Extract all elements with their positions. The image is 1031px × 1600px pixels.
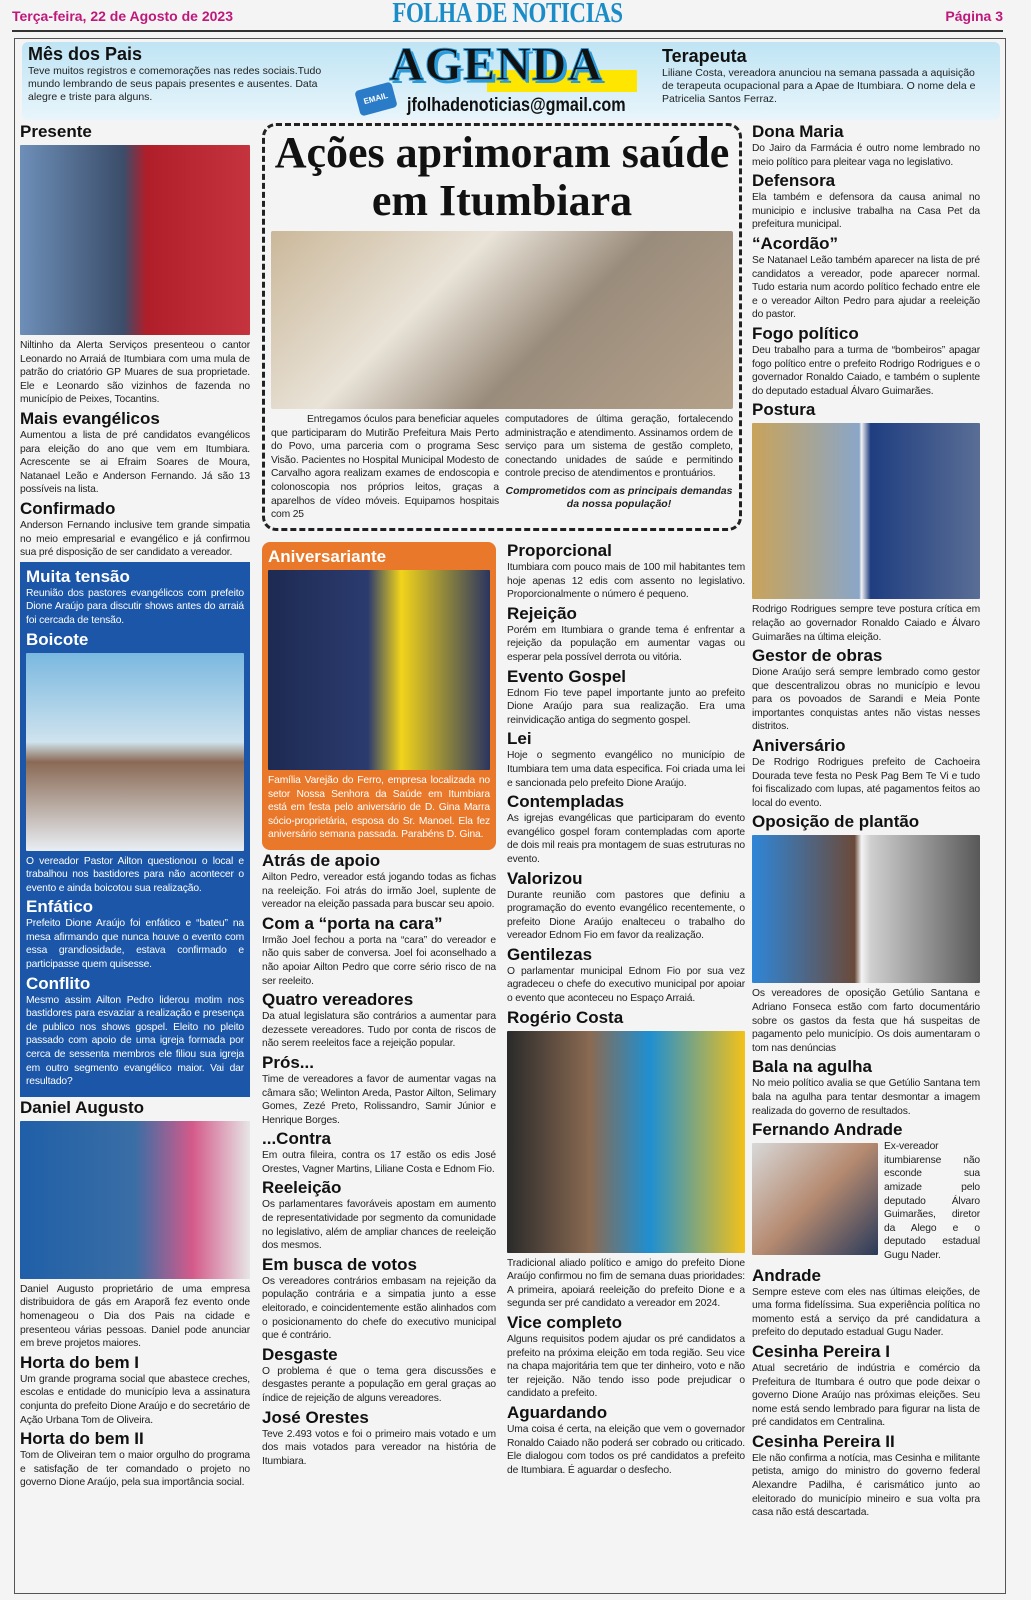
- page-number: Página 3: [945, 8, 1003, 24]
- section-heading: Presente: [20, 122, 92, 141]
- section-heading: Mais evangélicos: [20, 408, 160, 428]
- article-text: Deu trabalho para a turma de “bombeiros” apagar fogo político entre o prefeito Rodrigo Rodrigues e o governador Ronaldo Caiado, e também o suplente do deputado estadual Álvaro Guimarães.: [752, 344, 980, 397]
- article-text: Niltinho da Alerta Serviços presenteou o cantor Leonardo no Arraiá de Itumbiara com uma mula de patrão do criatório GP Muares de sua proprietade. Ele e Leonardo são vizinhos de fazenda no município de Peixes, Tocantins.: [20, 340, 250, 406]
- note-title: Terapeuta: [662, 46, 747, 66]
- section-heading: Cesinha Pereira I: [752, 1341, 890, 1361]
- section-heading: Muita tensão: [26, 566, 130, 586]
- section-heading: Aguardando: [507, 1403, 608, 1422]
- article-text: Os vereadores de oposição Getúlio Santana e Adriano Fonseca estão com farto documentário sobre os gastos da festa que há suspeitas de pagamento pelo município. Os dois aumentaram o tom nas denúncias: [752, 988, 980, 1054]
- article-text: Tom de Oliveiran tem o maior orgulho do programa e satisfação de ter comandado o projeto no governo Dione Araújo, pela sua importância social.: [20, 1450, 250, 1489]
- section-heading: Proporcional: [507, 541, 612, 560]
- section-heading: Horta do bem II: [20, 1429, 144, 1449]
- article-text: Durante reunião com pastores que definiu a programação do evento evangélico recentemente, o prefeito Dione Araújo enalteceu o trabalho do vereador Ednom Fio em favor da realização.: [507, 889, 745, 942]
- column-center-left: [262, 542, 496, 1470]
- article-text: Ela também e defensora da causa animal no municipio e inclusive trabalha na Casa Pet da prefeitura municipal.: [752, 192, 980, 231]
- section-heading: Contempladas: [507, 792, 625, 812]
- section-heading: Conflito: [26, 973, 91, 993]
- masthead: FOLHA DE NOTICIAS: [392, 0, 623, 29]
- section-heading: Boicote: [26, 629, 89, 649]
- orange-box: [262, 542, 496, 850]
- section-heading: Bala na agulha: [752, 1057, 872, 1077]
- article-text: Família Varejão do Ferro, empresa localizada no setor Nossa Senhora da Saúde em Itumbiara está em festa pelo aniversário de D. Gina Marra sócio-proprietária, esposa do Sr. Manoel. Ela fez aniversário semana passada. Parabéns D. Gina.: [268, 775, 490, 841]
- feature-headline: Ações aprimoram saúde em Itumbiara: [274, 128, 730, 225]
- section-heading: Fernando Andrade: [752, 1120, 903, 1140]
- article-text: Do Jairo da Farmácia é outro nome lembrado no meio político para pleitear vaga no legislativo.: [752, 143, 980, 168]
- section-heading: Rejeição: [507, 603, 577, 623]
- section-heading: Aniversariante: [268, 547, 387, 566]
- note-title: Mês dos Pais: [28, 44, 143, 64]
- section-heading: Confirmado: [20, 498, 116, 518]
- issue-date: Terça-feira, 22 de Agosto de 2023: [12, 8, 233, 24]
- article-text: Em outra fileira, contra os 17 estão os edis José Orestes, Vagner Martins, Liliane Costa e Ednom Fio.: [262, 1150, 496, 1175]
- article-text: Uma coisa é certa, na eleição que vem o governador Ronaldo Caiado não poderá ser cobrado ou criticado. Ele dialogou com todos os pré candidatos a prefeito de Itumbiara. É aguardar o desfecho.: [507, 1424, 745, 1476]
- article-text: Os parlamentares favoráveis apostam em aumento de representatividade por segmento da comunidade no legislativo, além de ampliar chances de reeleição dos mesmos.: [262, 1199, 496, 1252]
- section-heading: ...Contra: [262, 1129, 331, 1149]
- presente-photo: [20, 145, 250, 335]
- section-heading: Vice completo: [507, 1313, 622, 1333]
- article-text: Ele não confirma a notícia, mas Cesinha e militante petista, amigo do ministro do governo federal Alexandre Padilha, é carismático junto ao eleitorado do município mineiro e sua volta pra casa não está descartada.: [752, 1452, 980, 1519]
- article-text: Itumbiara com pouco mais de 100 mil habitantes tem hoje apenas 12 edis com assento no legislativo. Proporcionalmente o número é pequeno.: [507, 562, 745, 601]
- article-text: Os vereadores contrários embasam na rejeição da população contrária e a simpatia junto a esse eleitorado, e coincidentemente estão alinhados com o posicionamento do chefe do executivo municipal que é contrário.: [262, 1275, 496, 1342]
- email-envelope-icon: EMAIL: [354, 82, 397, 117]
- section-heading: Oposição de plantão: [752, 812, 920, 832]
- article-text: Da atual legislatura são contrários a aumentar para dezessete vereadores. Tudo por conta de riscos de não serem reeleitos face a rejeição popular.: [262, 1011, 496, 1050]
- section-heading: “Acordão”: [752, 233, 838, 253]
- article-text: As igrejas evangélicas que participaram do evento evangélico gospel foram contempladas com aporte de dois mil reais pra montagem de suas estruturas no evento.: [507, 813, 745, 865]
- section-heading: Prós...: [262, 1052, 314, 1072]
- article-text: Daniel Augusto proprietário de uma empresa distribuidora de gás em Araporã fez evento onde homenageou o Dia dos Pais na cidade e presenteou várias pessoas. Daniel pode anunciar em breve projetos maiores.: [20, 1283, 250, 1350]
- photo-with-text: [752, 1140, 980, 1264]
- article-text: Hoje o segmento evangélico no município de Itumbiara tem uma data especifica. Foi criada uma lei e sancionada pelo prefeito Dione Araújo.: [507, 750, 745, 789]
- section-heading: Com a “porta na cara”: [262, 913, 443, 933]
- agenda-left-note: [28, 44, 348, 104]
- article-text: Anderson Fernando inclusive tem grande simpatia no meio empresarial e evangélico e já confirmou sua pré disposição de ser candidato a vereador.: [20, 519, 250, 559]
- section-heading: Reeleição: [262, 1178, 342, 1198]
- section-heading: Fogo político: [752, 323, 859, 343]
- section-heading: Quatro vereadores: [262, 990, 414, 1010]
- column-left: [20, 121, 250, 1492]
- feature-paragraph: computadores de última geração, fortalecendo administração e atendimento. Assinamos ordem de serviço para um sistema de gestão completo, conectando unidades de saúde e permitindo controle preciso de atendimentos e prontuários.: [505, 414, 733, 480]
- article-text: Irmão Joel fechou a porta na “cara” do vereador e não quis saber de conversa. Joel foi aconselhado a não apoiar Ailton Pedro que corre sério risco de na ser reeleito.: [262, 934, 496, 987]
- feature-article: [262, 123, 742, 531]
- section-heading: Valorizou: [507, 868, 583, 888]
- section-heading: Atrás de apoio: [262, 850, 381, 870]
- article-text: O problema é que o tema gera discussões e desgastes perante a população em geral graças ao índice de rejeição de alguns vereadores.: [262, 1365, 496, 1404]
- note-text: Teve muitos registros e comemorações nas redes sociais.Tudo mundo lembrando de seus papais presentes e ausentes. Data alegre e triste para alguns.: [28, 65, 322, 103]
- agenda-logo: [362, 38, 637, 120]
- feature-caption: Comprometidos com as principais demandas da nossa população!: [505, 484, 733, 510]
- section-heading: Gentilezas: [507, 944, 593, 964]
- article-text: Ailton Pedro, vereador está jogando todas as fichas na reeleição. Foi atrás do irmão Joel, suplente de vereador na eleição passada para buscar seu apoio.: [262, 871, 496, 911]
- section-heading: Daniel Augusto: [20, 1097, 145, 1117]
- section-heading: Rogério Costa: [507, 1007, 624, 1027]
- article-text: Tradicional aliado político e amigo do prefeito Dione Araújo confirmou no fim de semana duas prioridades: A primeira, apoiará reeleição do prefeito Dione e a segunda ser pré candidato a vereador em 2024.: [507, 1257, 745, 1310]
- section-heading: Cesinha Pereira II: [752, 1431, 895, 1451]
- column-right: [752, 121, 980, 1522]
- oposicao-photos: [752, 835, 980, 983]
- article-text: Sempre esteve com eles nas últimas eleições, de uma forma fidelíssima. Sua experiência política no momento está a serviço da pré candidatura a prefeito do deputado estadual Gugu Nader.: [752, 1286, 980, 1339]
- article-text: Um grande programa social que abastece creches, escolas e entidade do município leva a assinatura conjunta do prefeito Dione Araújo e do secretário de Ação Urbana Tom de Oliveira.: [20, 1373, 250, 1426]
- article-text: Time de vereadores a favor de aumentar vagas na câmara são; Welinton Areda, Pastor Ailton, Selimary Gomes, Zezé Preto, Rolissandro, Samir Júnior e Henrique Borges.: [262, 1073, 496, 1126]
- agenda-banner: [22, 38, 1000, 120]
- agenda-wordmark: AGENDA: [389, 38, 604, 91]
- article-text: Ex-vereador itumbiarense não esconde sua amizade pelo deputado Álvaro Guimarães, diretor da Alego e o deputado estadual Gugu Nader.: [884, 1141, 980, 1261]
- daniel-augusto-photo: [20, 1121, 250, 1279]
- boicote-photo: [26, 653, 244, 851]
- article-text: Mesmo assim Ailton Pedro liderou motim nos bastidores para esvaziar a realização e presença de publico nos shows gospel. Eleito no pleito passado com apoio de uma igreja formada por cerca de sessenta membros ele filiou sua igreja em outro segmento evangélico maior. Vai dar resultado?: [26, 994, 244, 1088]
- article-text: Teve 2.493 votos e foi o primeiro mais votado e um dos mais votados para vereador na história de Itumbiara.: [262, 1428, 496, 1467]
- column-center-right: [507, 540, 745, 1479]
- article-text: Aumentou a lista de pré candidatos evangélicos para eleição do ano que vem em Itumbiara. Acrescente se ai Efraim Soares de Moura, Natanael Leão e Anderson Fernando. Já são 13 possíveis na lista.: [20, 429, 250, 496]
- article-text: Se Natanael Leão também aparecer na lista de pré candidatos a vereador, pode aparecer normal. Tudo estaria num acordo político fechado entre ele e o vereador Ailton Pedro para ajudar a reeleição do pastor.: [752, 254, 980, 321]
- article-text: Dione Araújo será sempre lembrado como gestor que descentralizou obras no município e levou para os povoados de Sarandi e Meia Ponte importantes conquistas antes não vistas nesses distritos.: [752, 667, 980, 733]
- article-text: Reunião dos pastores evangélicos com prefeito Dione Araújo para discutir shows antes do arraiá foi cercada de tensão.: [26, 587, 244, 626]
- section-heading: Dona Maria: [752, 122, 844, 141]
- note-text: Liliane Costa, vereadora anunciou na semana passada a aquisição de terapeuta ocupacional para a Apae de Itumbiara. O nome dela e Patricelia Santos Ferraz.: [662, 67, 976, 105]
- article-text: Ednom Fio teve papel importante junto ao prefeito Dione Araújo para sua realização. Era uma reinvidicação antiga do segmento gospel.: [507, 687, 745, 726]
- section-heading: Em busca de votos: [262, 1254, 417, 1274]
- agenda-right-note: [662, 46, 982, 106]
- article-text: No meio político avalia se que Getúlio Santana tem bala na agulha para tentar desmontar a imagem realizada do governo de resultados.: [752, 1078, 980, 1117]
- feature-photo: [271, 231, 733, 409]
- feature-text-right: [505, 413, 733, 511]
- section-heading: Postura: [752, 400, 816, 420]
- section-heading: Lei: [507, 729, 532, 749]
- section-heading: Defensora: [752, 171, 836, 191]
- article-text: Atual secretário de indústria e comércio da Prefeitura de Itumbara é outro que pode deixar o governo Dione Araújo nas próximas eleições. Seu nome está sendo lembrado para figurar na lista de pré candidatos em Centralina.: [752, 1362, 980, 1429]
- section-heading: Andrade: [752, 1265, 821, 1285]
- article-text: Alguns requisitos podem ajudar os pré candidatos a prefeito na próxima eleição em toda região. Seu vice na chapa majoritária tem que ter dinheiro, voto e não ter rejeição. Não tendo isso pode prejudicar o candidato a prefeito.: [507, 1334, 745, 1400]
- article-text: De Rodrigo Rodrigues prefeito de Cachoeira Dourada teve festa no Pesk Pag Bem Te Vi e tudo foi fiscalizado com lupas, até pagamentos feitos ao local do evento.: [752, 757, 980, 809]
- feature-paragraph: Entregamos óculos para beneficiar aqueles que participaram do Mutirão Prefeitura Mais Perto do Povo, uma parceria com o programa Sesc Visão. Pacientes no Hospital Municipal Modesto de Carvalho agora realizam exames de endoscopia e colonoscopia nos próprios leitos, graças a aparelhos de vídeo móveis. Equipamos hospitais com 25: [271, 414, 499, 521]
- article-text: Porém em Itumbiara o grande tema é enfrentar a rejeição da população em aumentar vagas ou esperar pela possível derrota ou vitória.: [507, 624, 745, 663]
- section-heading: José Orestes: [262, 1407, 369, 1427]
- article-text: O parlamentar municipal Ednom Fio por sua vez agradeceu o chefe do executivo municipal por apoiar o evento que aconteceu no Espaço Arraiá.: [507, 965, 745, 1005]
- fernando-andrade-photo: [752, 1143, 878, 1255]
- section-heading: Evento Gospel: [507, 666, 627, 686]
- page-header: [12, 0, 1003, 32]
- article-text: Rodrigo Rodrigues sempre teve postura crítica em relação ao governador Ronaldo Caiado e Álvaro Guimarães na última eleição.: [752, 604, 980, 643]
- section-heading: Enfático: [26, 897, 94, 917]
- rogerio-costa-photo: [507, 1031, 745, 1253]
- article-text: O vereador Pastor Ailton questionou o local e trabalhou nos bastidores para não acontecer o evento e ainda boicotou sua realização.: [26, 855, 244, 894]
- section-heading: Gestor de obras: [752, 646, 883, 666]
- contact-email[interactable]: jfolhadenoticias@gmail.com: [407, 95, 626, 116]
- section-heading: Desgaste: [262, 1344, 338, 1364]
- blue-box: [20, 562, 250, 1097]
- article-text: Prefeito Dione Araújo foi enfático e “bateu” na mesa afirmando que nunca houve o evento com essa grandiosidade, estava confirmado e participasse quem quisesse.: [26, 918, 244, 971]
- section-heading: Horta do bem I: [20, 1352, 140, 1372]
- aniversariante-photo: [268, 570, 490, 770]
- section-heading: Aniversário: [752, 736, 846, 756]
- feature-text-left: [271, 413, 499, 524]
- postura-photos: [752, 423, 980, 599]
